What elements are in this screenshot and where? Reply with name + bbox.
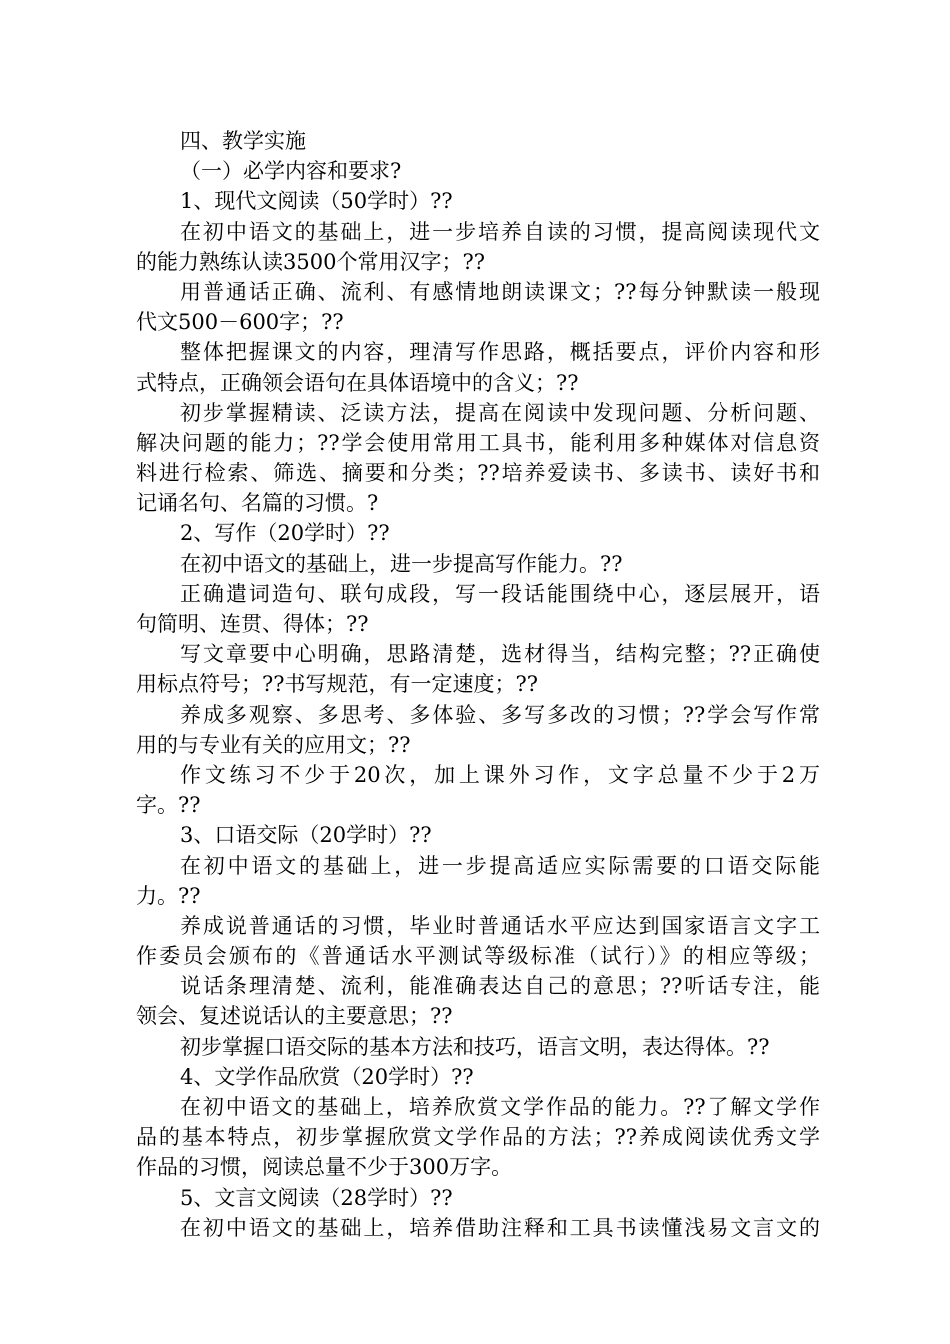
text-line: 作文练习不少于20次，加上课外习作，文字总量不少于2万 <box>180 762 820 787</box>
text-line: 养成多观察、多思考、多体验、多写多改的习惯；??学会写作常 <box>180 702 820 727</box>
text-line: 说话条理清楚、流利，能准确表达自己的意思；??听话专注，能 <box>180 974 820 999</box>
text-line: 用标点符号；??书写规范，有一定速度；?? <box>136 672 539 697</box>
text-line: 初步掌握精读、泛读方法，提高在阅读中发现问题、分析问题、 <box>180 400 820 425</box>
text-line: 用的与专业有关的应用文；?? <box>136 732 411 757</box>
text-line: 料进行检索、筛选、摘要和分类；??培养爱读书、多读书、读好书和 <box>136 461 820 486</box>
text-line: 字。?? <box>136 793 201 818</box>
text-line: 记诵名句、名篇的习惯。? <box>136 491 379 516</box>
text-line: 初步掌握口语交际的基本方法和技巧，语言文明，表达得体。?? <box>180 1034 770 1059</box>
text-line: 5、文言文阅读（28学时）?? <box>180 1185 453 1210</box>
text-line: 句简明、连贯、得体；?? <box>136 612 369 636</box>
text-line: 代文500－600字；?? <box>136 310 344 335</box>
text-line: 用普通话正确、流利、有感情地朗读课文；??每分钟默读一般现 <box>180 279 820 304</box>
text-line: 2、写作（20学时）?? <box>180 521 390 546</box>
text-line: 领会、复述说话认的主要意思；?? <box>136 1004 453 1029</box>
text-line: （一）必学内容和要求? <box>180 159 402 184</box>
text-line: 力。?? <box>136 883 201 908</box>
text-line: 养成说普通话的习惯，毕业时普通话水平应达到国家语言文字工 <box>180 913 820 938</box>
text-line: 作品的习惯，阅读总量不少于300万字。 <box>136 1155 513 1180</box>
text-line: 在初中语文的基础上，进一步培养自读的习惯，提高阅读现代文 <box>180 219 820 244</box>
text-line: 四、教学实施 <box>180 129 306 153</box>
text-line: 解决问题的能力；??学会使用常用工具书，能利用多种媒体对信息资 <box>136 430 820 455</box>
text-line: 在初中语文的基础上，培养借助注释和工具书读懂浅易文言文的 <box>180 1215 820 1240</box>
document-page <box>136 126 820 1243</box>
text-line: 1、现代文阅读（50学时）?? <box>180 189 453 214</box>
text-line: 在初中语文的基础上，进一步提高写作能力。?? <box>180 551 623 576</box>
text-line: 品的基本特点，初步掌握欣赏文学作品的方法；??养成阅读优秀文学 <box>136 1125 820 1150</box>
text-line: 的能力熟练认读3500个常用汉字；?? <box>136 249 485 274</box>
text-line: 作委员会颁布的《普通话水平测试等级标准（试行）》的相应等级； <box>136 944 820 969</box>
text-line: 4、文学作品欣赏（20学时）?? <box>180 1064 474 1089</box>
text-line: 正确遣词造句、联句成段，写一段话能围绕中心，逐层展开，语 <box>180 581 820 606</box>
text-line: 3、口语交际（20学时）?? <box>180 823 432 848</box>
text-line: 在初中语文的基础上，培养欣赏文学作品的能力。??了解文学作 <box>180 1095 820 1119</box>
text-line: 整体把握课文的内容，理清写作思路，概括要点，评价内容和形 <box>180 340 820 365</box>
text-line: 式特点，正确领会语句在具体语境中的含义；?? <box>136 370 579 395</box>
text-line: 写文章要中心明确，思路清楚，选材得当，结构完整；??正确使 <box>180 642 820 667</box>
text-line: 在初中语文的基础上，进一步提高适应实际需要的口语交际能 <box>180 853 820 878</box>
